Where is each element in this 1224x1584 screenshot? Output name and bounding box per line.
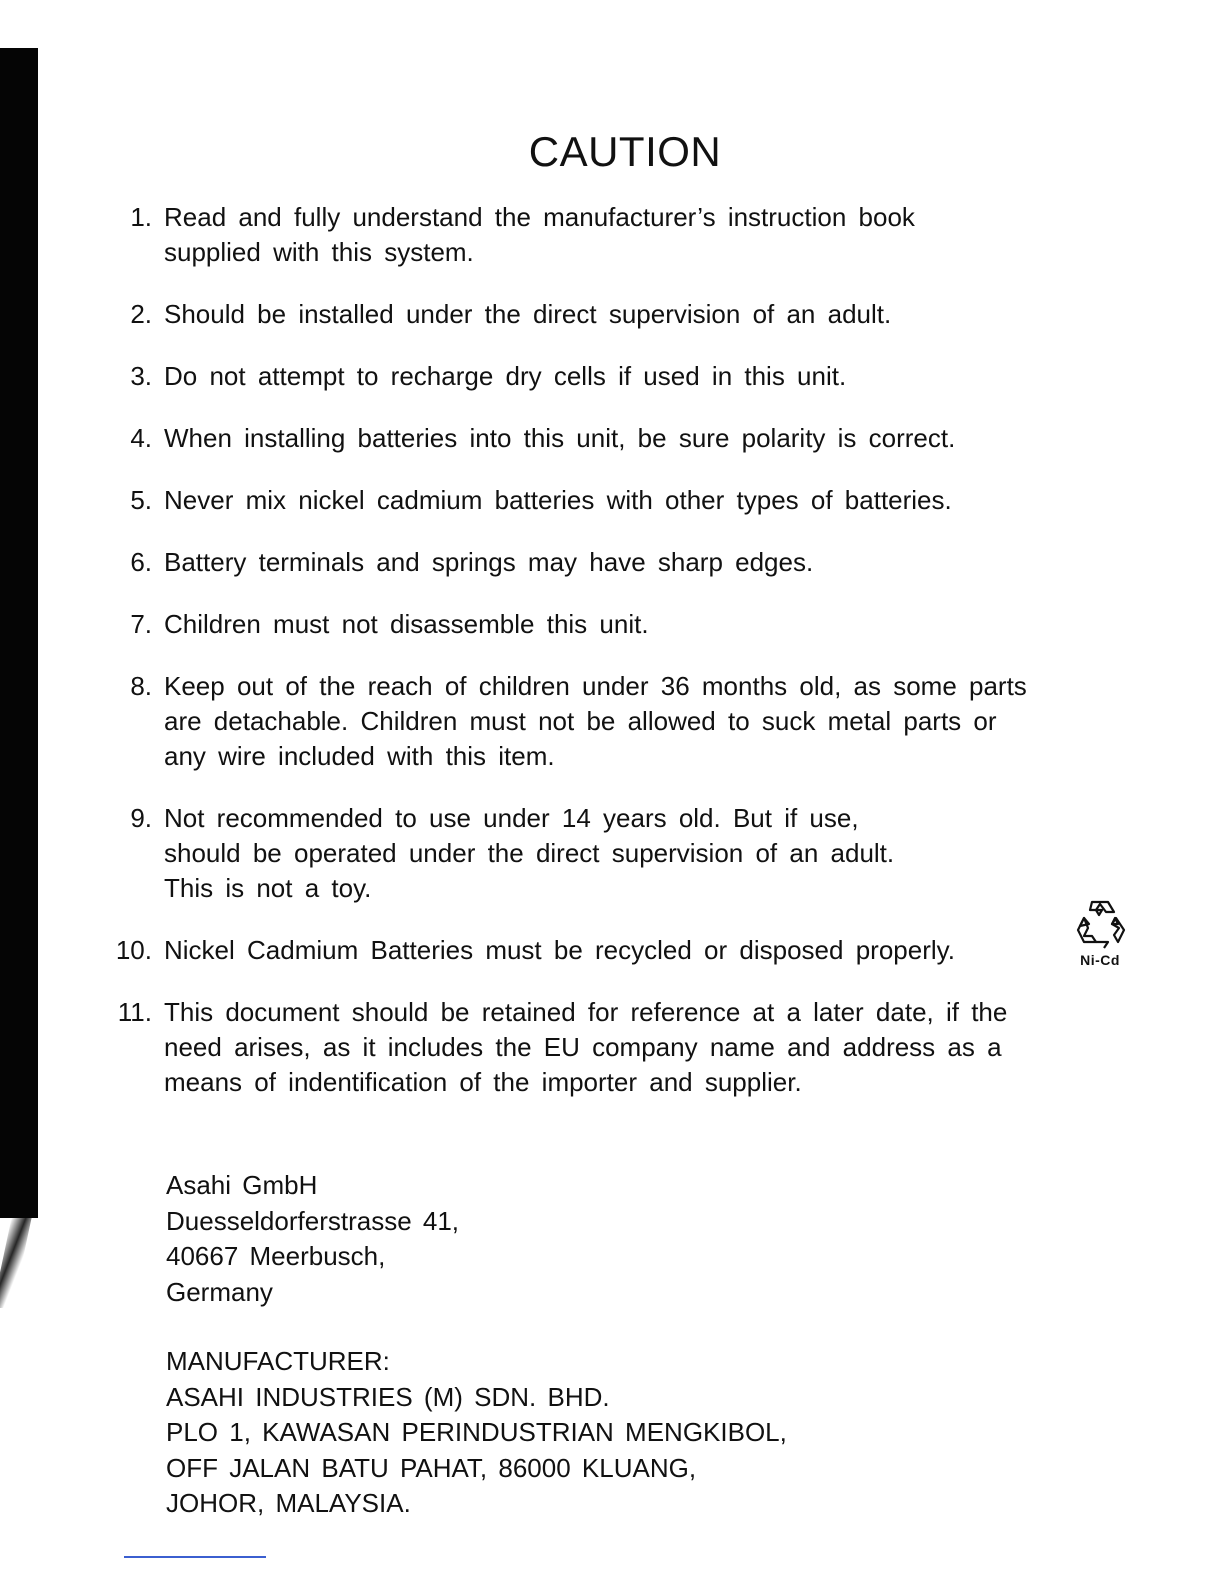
list-item <box>108 297 1168 332</box>
caution-list <box>108 200 1168 1127</box>
list-item <box>108 607 1168 642</box>
page-title: CAUTION <box>528 128 722 175</box>
item-text: When installing batteries into this unit, be sure polarity is correct. <box>164 423 956 453</box>
item-text: Should be installed under the direct supervision of an adult. <box>164 299 892 329</box>
item-number: 2. <box>130 299 152 329</box>
item-number: 7. <box>130 609 152 639</box>
item-number: 9. <box>130 803 152 833</box>
importer-address: Asahi GmbH Duesseldorferstrasse 41, 40667 Meerbusch, Germany <box>166 1170 460 1307</box>
item-number: 4. <box>130 423 152 453</box>
list-item <box>108 545 1168 580</box>
list-item <box>108 801 1168 906</box>
recycle-label: Ni-Cd <box>1080 952 1120 968</box>
item-number: 6. <box>130 547 152 577</box>
item-text: Battery terminals and springs may have sharp edges. <box>164 547 814 577</box>
list-item <box>108 421 1168 456</box>
manufacturer-address: MANUFACTURER: ASAHI INDUSTRIES (M) SDN. BHD. PLO 1, KAWASAN PERINDUSTRIAN MENGKIBOL, OFF JALAN BATU PAHAT, 86000 KLUANG, JOHOR, MALAYSIA. <box>166 1346 787 1518</box>
item-text: Do not attempt to recharge dry cells if used in this unit. <box>164 361 847 391</box>
item-text: Never mix nickel cadmium batteries with other types of batteries. <box>164 485 952 515</box>
footer-rule <box>124 1556 266 1558</box>
item-text: Read and fully understand the manufacturer’s instruction book supplied with this system. <box>164 202 915 267</box>
list-item <box>108 669 1168 774</box>
item-number: 8. <box>130 671 152 701</box>
list-item <box>108 483 1168 518</box>
item-text: Nickel Cadmium Batteries must be recycled or disposed properly. <box>164 935 955 965</box>
list-item <box>108 200 1168 270</box>
item-number: 11. <box>117 997 152 1027</box>
scan-edge <box>0 48 38 1218</box>
recycle-symbol <box>1064 896 1136 972</box>
item-number: 5. <box>130 485 152 515</box>
list-item <box>108 995 1168 1100</box>
item-number: 1. <box>130 202 152 232</box>
list-item <box>108 933 1168 968</box>
list-item <box>108 359 1168 394</box>
item-text: This document should be retained for reference at a later date, if the need arises, as it includes the EU company name and address as a means of indentification of the importer and supplier. <box>164 997 1008 1097</box>
item-text: Keep out of the reach of children under 36 months old, as some parts are detachable. Children must not be allowed to suck metal parts or any wire included with this item. <box>164 671 1027 771</box>
item-text: Not recommended to use under 14 years old. But if use, should be operated under the direct supervision of an adult. This is not a toy. <box>164 803 895 903</box>
scan-streak <box>0 1218 32 1308</box>
item-number: 3. <box>130 361 152 391</box>
item-number: 10. <box>115 935 152 965</box>
item-text: Children must not disassemble this unit. <box>164 609 649 639</box>
recycle-icon <box>1072 896 1128 950</box>
